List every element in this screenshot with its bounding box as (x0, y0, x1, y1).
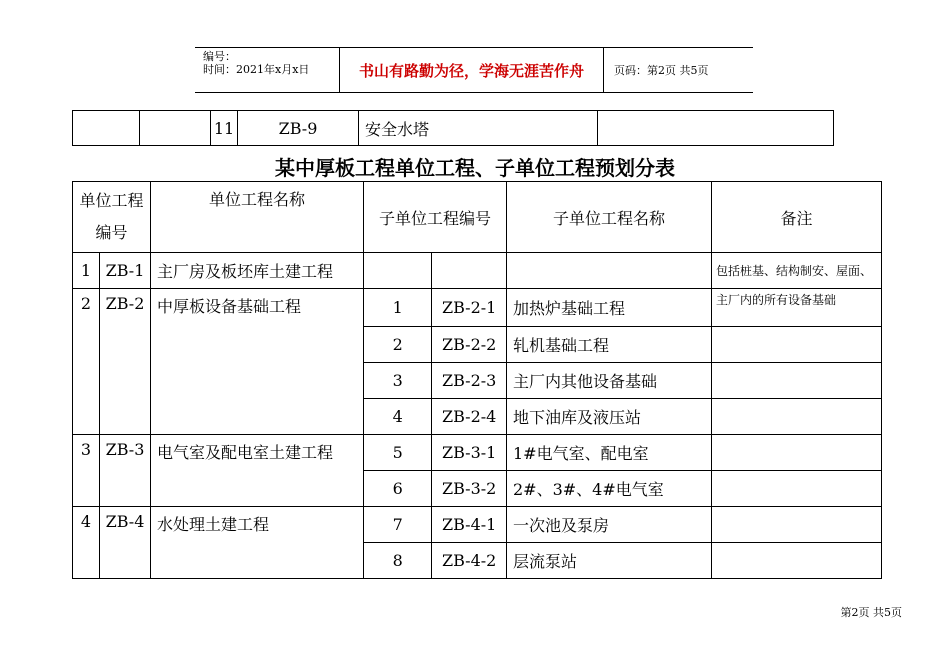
table-title: 某中厚板工程单位工程、子单位工程预划分表 (275, 156, 675, 180)
sub-no: 7 (364, 507, 432, 543)
page-header (195, 47, 753, 93)
page-footer: 第2页 共5页 (840, 606, 902, 619)
sub-code: ZB-2-1 (432, 289, 507, 327)
unit-no: 4 (73, 507, 100, 579)
date-label: 时间：2021年x月x日 (203, 63, 310, 76)
sub-code: ZB-2-4 (432, 399, 507, 435)
sub-code: ZB-4-2 (432, 543, 507, 579)
table-row (73, 289, 882, 327)
row-code: ZB-9 (238, 111, 359, 146)
sub-name: 一次池及泵房 (507, 507, 712, 543)
col-unit-name: 单位工程名称 (151, 182, 364, 253)
sub-no: 8 (364, 543, 432, 579)
sub-name: 加热炉基础工程 (507, 289, 712, 327)
remark: 包括桩基、结构制安、屋面、 (712, 253, 882, 289)
sub-no: 3 (364, 363, 432, 399)
previous-table-fragment (72, 110, 834, 146)
sub-code: ZB-4-1 (432, 507, 507, 543)
table-row (73, 253, 882, 289)
row-number: 11 (211, 111, 238, 146)
table-row (73, 435, 882, 471)
sub-no: 6 (364, 471, 432, 507)
sub-name: 层流泵站 (507, 543, 712, 579)
sub-no: 4 (364, 399, 432, 435)
sub-name: 主厂内其他设备基础 (507, 363, 712, 399)
unit-name: 主厂房及板坯库土建工程 (151, 253, 364, 289)
sub-name: 1#电气室、配电室 (507, 435, 712, 471)
page-indicator: 页码：第2页 共5页 (614, 64, 709, 77)
sub-name: 2#、3#、4#电气室 (507, 471, 712, 507)
unit-no: 3 (73, 435, 100, 507)
unit-no: 1 (73, 253, 100, 289)
col-remark: 备注 (712, 182, 882, 253)
unit-code: ZB-1 (100, 253, 151, 289)
unit-name: 水处理土建工程 (151, 507, 364, 579)
unit-name: 中厚板设备基础工程 (151, 289, 364, 435)
sub-code: ZB-2-3 (432, 363, 507, 399)
table-row (73, 507, 882, 543)
sub-code: ZB-3-1 (432, 435, 507, 471)
header-meta (195, 48, 339, 92)
col-sub-name: 子单位工程名称 (507, 182, 712, 253)
sub-name: 地下油库及液压站 (507, 399, 712, 435)
col-sub-code: 子单位工程编号 (364, 182, 507, 253)
sub-no: 1 (364, 289, 432, 327)
sub-name: 轧机基础工程 (507, 327, 712, 363)
sub-code: ZB-2-2 (432, 327, 507, 363)
unit-code: ZB-3 (100, 435, 151, 507)
division-table (72, 181, 882, 579)
sub-no: 5 (364, 435, 432, 471)
unit-no: 2 (73, 289, 100, 435)
row-name: 安全水塔 (359, 111, 598, 146)
remark: 主厂内的所有设备基础 (712, 289, 882, 327)
unit-code: ZB-2 (100, 289, 151, 435)
col-unit-code: 单位工程编号 (73, 182, 151, 253)
motto: 书山有路勤为径，学海无涯苦作舟 (339, 48, 604, 92)
unit-name: 电气室及配电室土建工程 (151, 435, 364, 507)
code-label: 编号： (203, 50, 236, 63)
sub-no: 2 (364, 327, 432, 363)
sub-code: ZB-3-2 (432, 471, 507, 507)
table-header-row (73, 182, 882, 253)
unit-code: ZB-4 (100, 507, 151, 579)
table-row (73, 111, 834, 146)
